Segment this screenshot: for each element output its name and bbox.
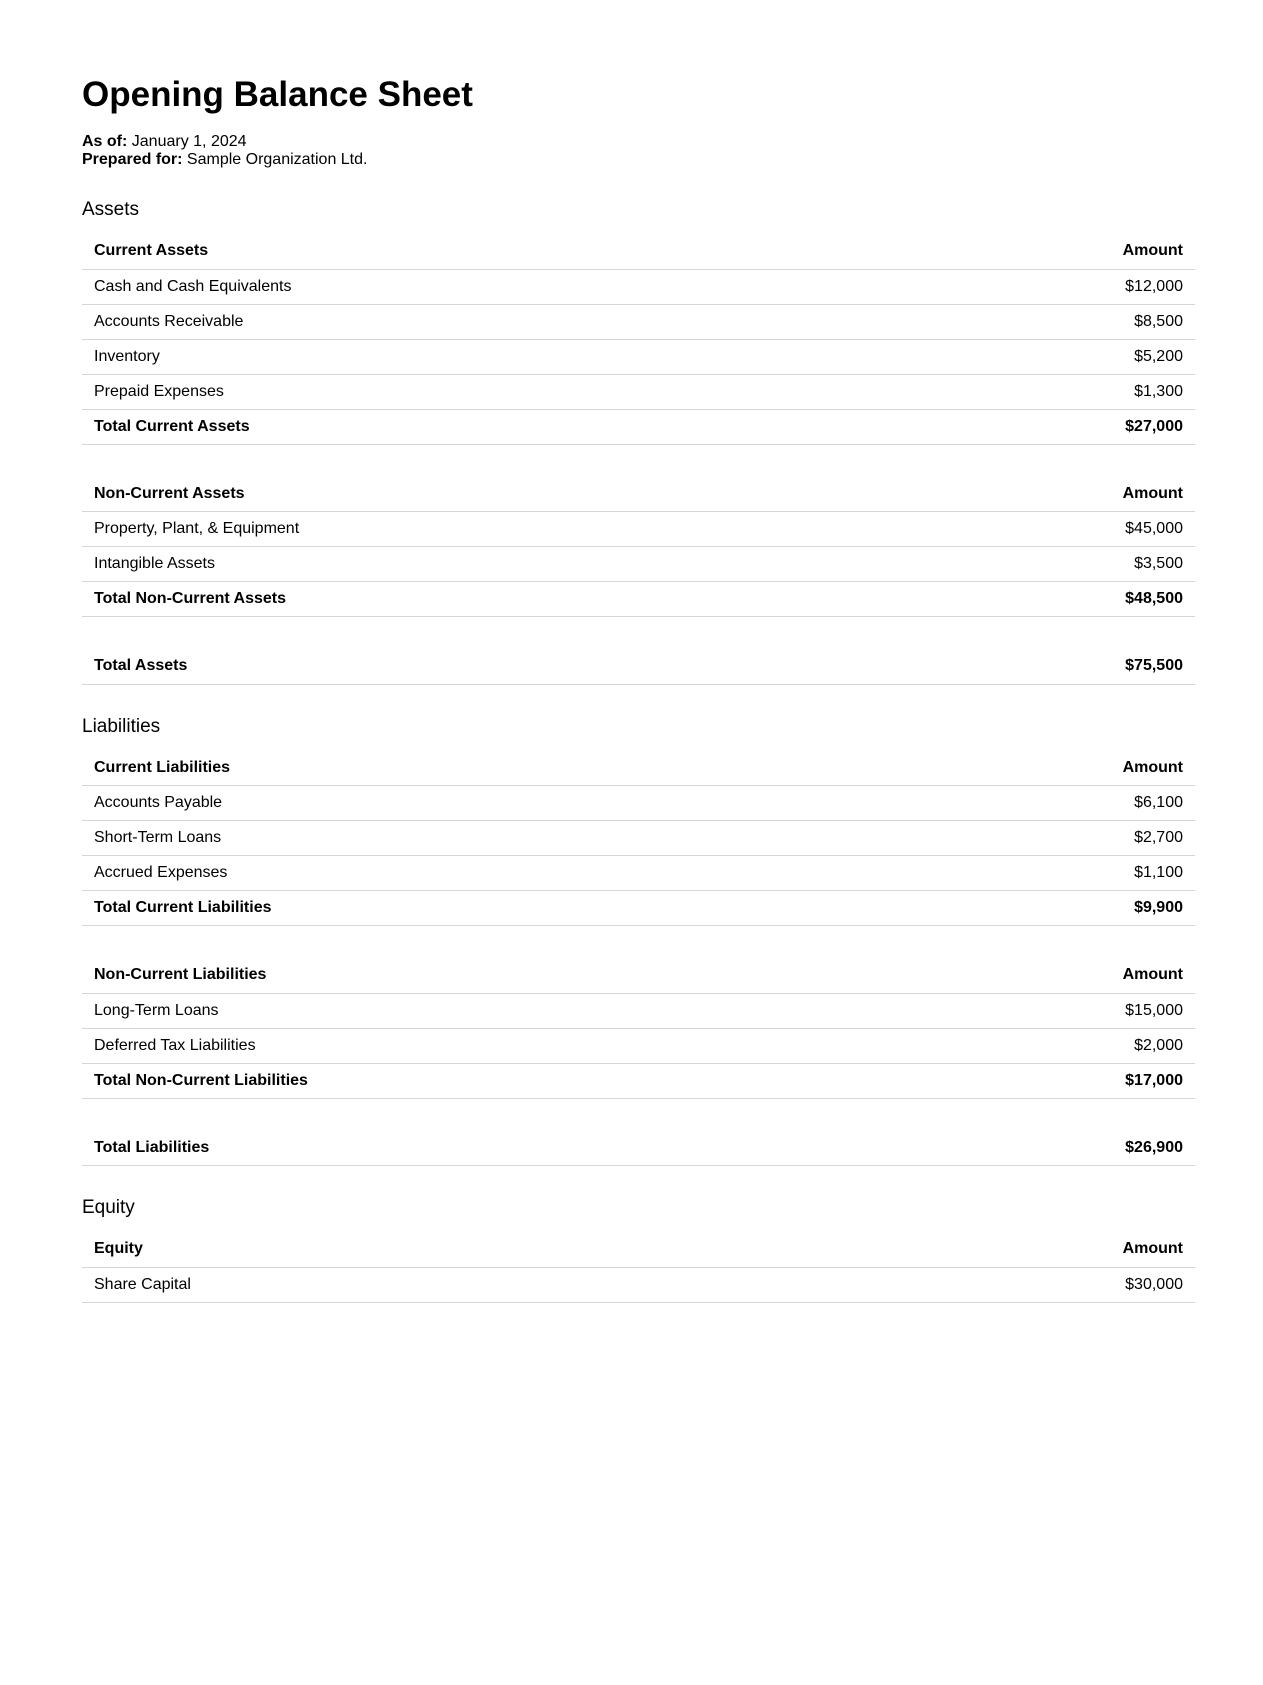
row-label: Long-Term Loans (82, 993, 903, 1028)
as-of-label: As of: (82, 133, 128, 150)
total-assets-table (82, 649, 1195, 685)
row-label: Deferred Tax Liabilities (82, 1028, 903, 1063)
total-assets-amount: $75,500 (738, 649, 1195, 684)
assets-heading: Assets (82, 199, 140, 220)
total-label: Total Non-Current Liabilities (82, 1063, 903, 1098)
total-liabilities-amount: $26,900 (783, 1131, 1195, 1166)
table-row (82, 1028, 1195, 1063)
row-amount: $30,000 (737, 1267, 1195, 1302)
row-label: Accounts Receivable (82, 304, 888, 339)
row-amount: $15,000 (903, 993, 1195, 1028)
row-amount: $3,500 (895, 547, 1195, 582)
table-row (82, 786, 1195, 821)
row-amount: $2,700 (866, 821, 1195, 856)
table-row (82, 821, 1195, 856)
table-row (82, 993, 1195, 1028)
equity-heading: Equity (82, 1197, 135, 1218)
amount-header: Amount (903, 958, 1195, 993)
document-meta (82, 133, 1181, 169)
prepared-for-value: Sample Organization Ltd. (186, 151, 368, 168)
equity-table (82, 1232, 1195, 1303)
total-label: Total Current Assets (82, 409, 888, 444)
total-liabilities-table (82, 1131, 1195, 1167)
non-current-liabilities-header: Non-Current Liabilities (82, 958, 903, 993)
row-amount: $12,000 (888, 269, 1195, 304)
amount-header: Amount (737, 1232, 1195, 1267)
total-label: Total Non-Current Assets (82, 582, 895, 617)
row-label: Share Capital (82, 1267, 737, 1302)
table-row (82, 512, 1195, 547)
as-of-line (82, 133, 1181, 151)
row-amount: $1,300 (888, 374, 1195, 409)
table-row (82, 269, 1195, 304)
table-row (82, 1267, 1195, 1302)
total-amount: $9,900 (866, 891, 1195, 926)
row-amount: $8,500 (888, 304, 1195, 339)
total-row (82, 1063, 1195, 1098)
table-header-row (82, 751, 1195, 786)
non-current-assets-header: Non-Current Assets (82, 477, 895, 512)
current-assets-table (82, 234, 1195, 445)
amount-header: Amount (866, 751, 1195, 786)
table-header-row (82, 234, 1195, 269)
liabilities-heading: Liabilities (82, 715, 161, 737)
row-label: Prepaid Expenses (82, 374, 888, 409)
total-row (82, 409, 1195, 444)
row-amount: $6,100 (866, 786, 1195, 821)
current-assets-header: Current Assets (82, 234, 888, 269)
table-row (82, 304, 1195, 339)
total-liabilities-label: Total Liabilities (82, 1131, 783, 1166)
non-current-liabilities-table (82, 958, 1195, 1099)
row-label: Accrued Expenses (82, 856, 866, 891)
total-row (82, 1131, 1195, 1166)
row-label: Accounts Payable (82, 786, 866, 821)
equity-header: Equity (82, 1232, 737, 1267)
row-label: Intangible Assets (82, 547, 895, 582)
total-amount: $27,000 (888, 409, 1195, 444)
current-liabilities-header: Current Liabilities (82, 751, 866, 786)
total-amount: $48,500 (895, 582, 1195, 617)
row-amount: $2,000 (903, 1028, 1195, 1063)
row-label: Cash and Cash Equivalents (82, 269, 888, 304)
non-current-assets-table (82, 477, 1195, 618)
prepared-for-label: Prepared for: (82, 151, 183, 168)
total-amount: $17,000 (903, 1063, 1195, 1098)
table-row (82, 339, 1195, 374)
amount-header: Amount (895, 477, 1195, 512)
table-header-row (82, 958, 1195, 993)
total-label: Total Current Liabilities (82, 891, 866, 926)
current-liabilities-table (82, 751, 1195, 927)
table-row (82, 856, 1195, 891)
row-amount: $1,100 (866, 856, 1195, 891)
row-label: Inventory (82, 339, 888, 374)
as-of-value: January 1, 2024 (131, 133, 247, 150)
table-row (82, 374, 1195, 409)
total-assets-label: Total Assets (82, 649, 738, 684)
table-header-row (82, 1232, 1195, 1267)
table-header-row (82, 477, 1195, 512)
table-row (82, 547, 1195, 582)
row-amount: $45,000 (895, 512, 1195, 547)
page-title: Opening Balance Sheet (82, 75, 473, 114)
row-label: Short-Term Loans (82, 821, 866, 856)
total-row (82, 582, 1195, 617)
row-amount: $5,200 (888, 339, 1195, 374)
total-row (82, 649, 1195, 684)
row-label: Property, Plant, & Equipment (82, 512, 895, 547)
total-row (82, 891, 1195, 926)
prepared-for-line (82, 151, 1181, 169)
amount-header: Amount (888, 234, 1195, 269)
